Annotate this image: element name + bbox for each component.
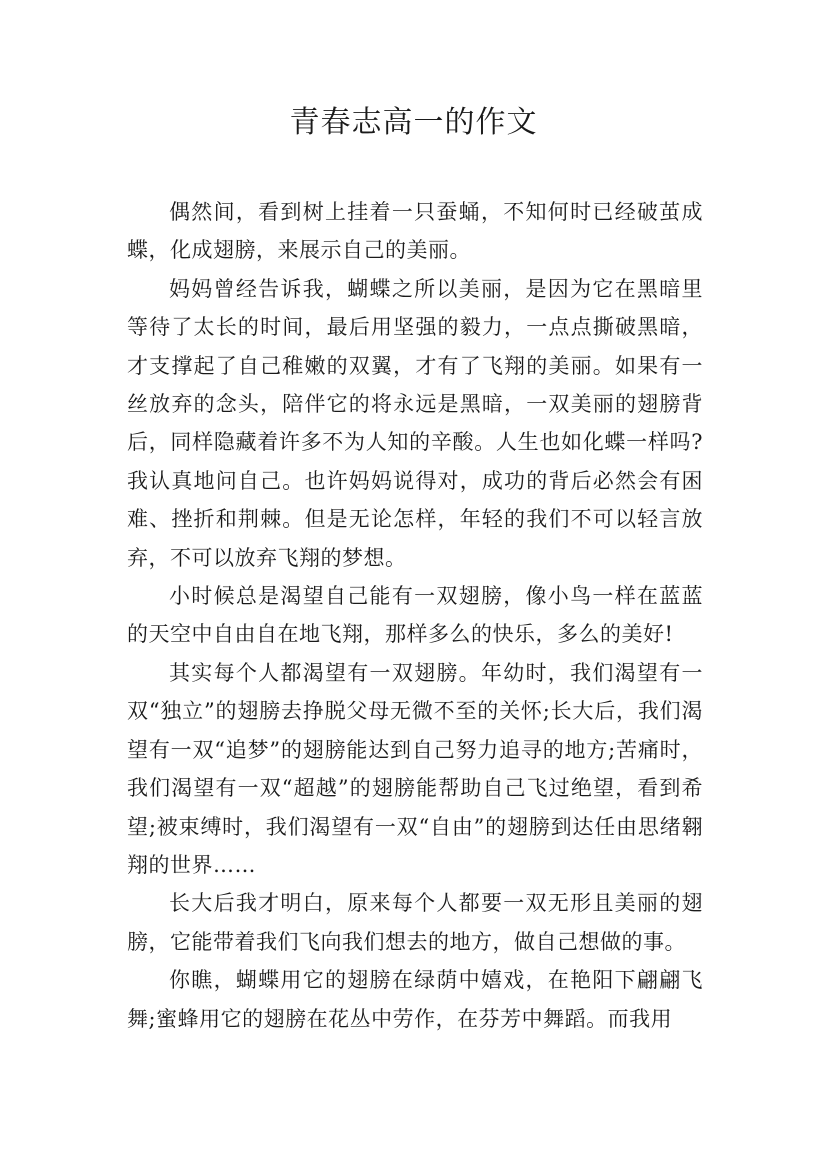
paragraph: 你瞧，蝴蝶用它的翅膀在绿荫中嬉戏，在艳阳下翩翩飞舞;蜜蜂用它的翅膀在花丛中劳作，在芬芳中舞蹈。而我用 xyxy=(127,968,703,1031)
paragraph: 偶然间，看到树上挂着一只蚕蛹，不知何时已经破茧成蝶，化成翅膀，来展示自己的美丽。 xyxy=(127,200,703,263)
paragraph: 妈妈曾经告诉我，蝴蝶之所以美丽，是因为它在黑暗里等待了太长的时间，最后用坚强的毅力，一点点撕破黑暗，才支撑起了自己稚嫩的双翼，才有了飞翔的美丽。如果有一丝放弃的念头，陪伴它的将永远是黑暗，一双美丽的翅膀背后，同样隐藏着许多不为人知的辛酸。人生也如化蝶一样吗?我认真地问自己。也许妈妈说得对，成功的背后必然会有困难、挫折和荆棘。但是无论怎样，年轻的我们不可以轻言放弃，不可以放弃飞翔的梦想。 xyxy=(127,276,703,570)
paragraph: 长大后我才明白，原来每个人都要一双无形且美丽的翅膀，它能带着我们飞向我们想去的地方，做自己想做的事。 xyxy=(127,891,703,954)
paragraph: 小时候总是渴望自己能有一双翅膀，像小鸟一样在蓝蓝的天空中自由自在地飞翔，那样多么的快乐，多么的美好! xyxy=(127,584,703,647)
page-title: 青春志高一的作文 xyxy=(289,105,538,140)
essay-body xyxy=(127,193,703,1038)
paragraph: 其实每个人都渴望有一双翅膀。年幼时，我们渴望有一双“独立”的翅膀去挣脱父母无微不至的关怀;长大后，我们渴望有一双“追梦”的翅膀能达到自己努力追寻的地方;苦痛时，我们渴望有一双“超越”的翅膀能帮助自己飞过绝望，看到希望;被束缚时，我们渴望有一双“自由”的翅膀到达任由思绪翱翔的世界…… xyxy=(127,660,703,877)
